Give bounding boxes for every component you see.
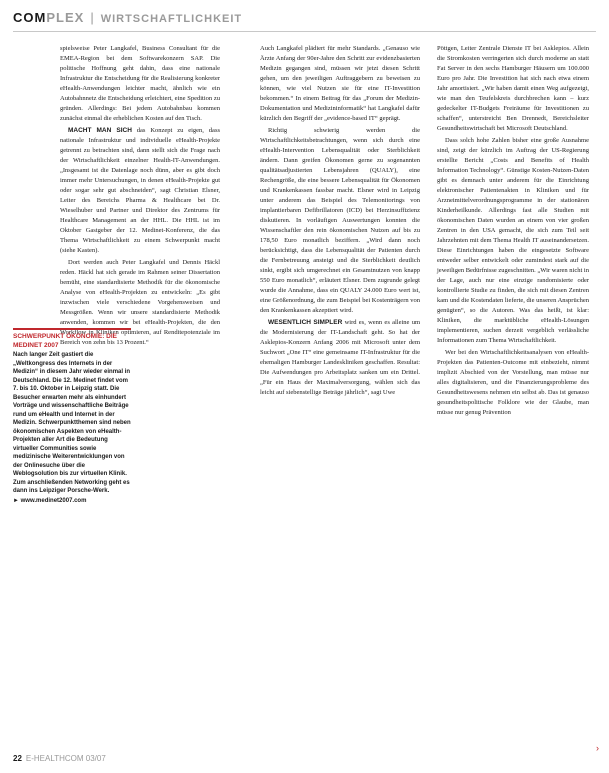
continue-arrow-icon: › <box>596 743 599 753</box>
paragraph: Pöttgen, Leiter Zentrale Dienste IT bei Asklepios. Allein die Stromkosten verringerten sich durch moderne an statt Fat Server in den sechs Hamburger Häusern um 100.000 Euro pro Jahr. Die Investition hat sich nach etwa einem Jahr amortisiert. „Wir haben damit einen Weg aufgezeigt, wie man den Teufelskreis durchbrechen kann – kurz gedeckelter IT-Budgets Freiräume für Investitionen zu schaffen“, unterstreicht Ben Drennedt, Bereichsleiter Gesundheitswirtschaft bei Microsoft Deutschland. <box>437 45 589 132</box>
page-number: 22 <box>13 754 22 763</box>
article-column-1 <box>60 44 220 350</box>
section-name-grey: PLEX <box>46 10 85 25</box>
article-column-3 <box>437 44 589 420</box>
sidebar-title: SCHWERPUNKT ÖKONOMIE: DIE MEDINET 2007 <box>13 333 117 349</box>
section-subtitle: WIRTSCHAFTLICHKEIT <box>100 13 243 25</box>
paragraph: Richtig schwierig werden die Wirtschaftlichkeitsbetrachtungen, wenn sich durch eine eHealth-Intervention Lebensqualität oder Sterblichkeit ändern. Dann greifen Ökonomen gerne zu sogenannten qualitätsadjustierten Lebensjahren (QUALY), eine Rechengröße, die eine bessere Lebensqualität für Ökonomen und Krankenkassen fassbar macht. Elsner wird in Leipzig unter anderem das Beispiel des Telemonitorings von implantierbaren Defibrillatoren (ICD) bei Herzinsuffizienz diskutieren. In vorläufigen Auswertungen konnten die Wissenschaftler den rein ökonomischen Nutzen auf bis zu 178,50 Euro monatlich beziffern. „Wird dann noch berücksichtigt, dass die Lebensqualität der Patienten durch die Fernbetreuung ansteigt und die Sterblichkeit deutlich sinkt, ergibt sich umgerechnet ein Gesamtnutzen von knapp 550 Euro monatlich“, erläutert Elsner. Dem zugrunde gelegt wurde die Annahme, dass ein QUALY 24.000 Euro wert ist, eine Größenordnung, die zum Beispiel bei Kostenträgern von den Krankenkassen akzeptiert wird. <box>260 127 420 314</box>
paragraph <box>260 318 420 398</box>
paragraph: Dort werden auch Peter Langkafel und Dennis Häckl reden. Häckl hat sich gerade im Rahmen seiner Dissertation bemüht, eine standardisierte Methodik für die ökonomische Analyse von eHealth-Projekten zu entwickeln: „Es gibt inzwischen viele verschiedene Vorgehensweisen und Messgrößen. Wenn wir unsere standardisierte Methodik anwenden, kommen wir bei eHealth-Projekten, die den Workflow in Kliniken optimieren, auf Renditepotenziale im Bereich von zehn bis 13 Prozent.“ <box>60 259 220 346</box>
magazine-name: E-HEALTHCOM 03/07 <box>25 754 106 763</box>
paragraph: spielsweise Peter Langkafel, Business Consultant für die EMEA-Region bei dem Softwarekonzern SAP. Die politische Hoffnung geht dahin, dass eine nationale Infrastruktur die Entscheidung für die Realisierung konkreter eHealth-Anwendungen leichter macht, ähnlich wie ein Autobahnnetz die Entscheidung erleichtert, eine Spedition zu gründen. Allerdings: Bei jedem Autobahnbau kommen zunächst einmal die erheblichen Kosten auf den Tisch. <box>60 45 220 122</box>
header-separator: | <box>90 10 95 25</box>
paragraph: Dass solch hohe Zahlen bisher eine große Ausnahme sind, zeigt der kürzlich im Auftrag der US-Regierung erstellte Bericht „Costs and Benefits of Health Information Technology“. Günstige Kosten-Nutzen-Daten gibt es demnach unter anderem für die Einrichtung elektronischer Patientenakten in Kliniken und für Arzneimittelverordnungsprogramme in der stationären Kinderheilkunde. Allerdings fast alle Studien mit ökonomischen Daten wurden an einem von vier großen Zentren in den USA gemacht, die sich zum Teil seit Jahrzehnten mit dem Thema Health IT auseinandersetzen. Diese Einrichtungen haben die eingesetzte Software entweder selber entwickelt oder zumindest stark auf die jeweiligen Bedürfnisse zugeschnitten. „Wir waren nicht in der Lage, auch nur eine einzige randomisierte oder kontrollierte Studie zu finden, die sich mit diesen Zentren kam und die Kostendaten lieferte, die unseren Ansprüchen genügten“, so die Autoren. Was das heißt, ist klar: Kliniken, die marktübliche eHealth-Lösungen implementieren, suchen derzeit vergeblich verlässliche Informationen zum Thema Wirtschaftlichkeit. <box>437 137 589 344</box>
paragraph <box>60 126 220 256</box>
section-name-bold: COM <box>13 10 47 25</box>
sidebar-link[interactable]: ► www.medinet2007.com <box>13 497 87 504</box>
page-footer <box>13 754 106 763</box>
paragraph-lead-in: WESENTLICH SIMPLER <box>268 319 343 326</box>
paragraph-text: das Konzept zu eigen, dass nationale Infrastruktur und individuelle eHealth-Projekte getrennt zu betrachten sind, dann stellt sich die Frage nach der Wirtschaftlichkeit einzelner Health-IT-Anwendungen. „Insgesamt ist die Datenlage noch dünn, aber es gibt doch immer mehr Untersuchungen, in denen eHealth-Projekte gut oder sogar sehr gut abschneiden“, sagt Christian Elsner, Leiter des Bereichs Pharma & Healthcare bei Dr. Wieselhuber und Partner und Direktor des Zentrums für Healthcare Management an der HHL. Die HHL ist im Oktober Gastgeber der 12. Medinet-Konferenz, die das Thema Wirtschaftlichkeit zu einem Schwerpunkt macht (siehe Kasten). <box>60 127 221 254</box>
sidebar-text: Nach langer Zeit gastiert die „Weltkongress des Internets in der Medizin“ in diesem Jahr wieder einmal in Deutschland. Die 12. Medinet findet vom 7. bis 10. Oktober in Leipzig statt. Die Besucher erwarten mehr als einhundert Vorträge und wissenschaftliche Beiträge rund um eHealth und Internet in der Medizin. Schwerpunktthemen sind neben ökonomischen Aspekten von eHealth-Projekten aller Art die Bedeutung virtueller Communities sowie medizinische Weiterentwicklungen von der Onlinesuche über die Weblogsolution bis zur virtuellen Klinik. Zum anschließenden Networking geht es dann ins Leipziger Porsche-Werk. <box>13 352 131 494</box>
paragraph: Wer bei den Wirtschaftlichkeitsanalysen von eHealth-Projekten das Patienten-Outcome mit einbezieht, nimmt implizit Abschied von der Vorstellung, man müsse nur alles digitalisieren, und die Finanzierungsprobleme des Gesundheitswesens nehmen ein selbst ab. Das ist genauso gesundheitspolitische Folklore wie der Glaube, man müsse nur genug Prävention <box>437 349 589 416</box>
paragraph: Auch Langkafel plädiert für mehr Standards. „Genauso wie Ärzte Anfang der 90er-Jahre den Schritt zur evidenzbasierten Medizin gegangen sind, müssen wir jetzt diesen Schritt gehen, um den jeweiligen Auftraggebern zu beweisen zu können, wie viel Nutzen sie für eine IT-Investition bekommen.“ In einem Beitrag für das „Forum der Medizin-Dokumentation und Medizininformatik“ hat Langkafel dafür kürzlich den Begriff der „evidence-based IT“ geprägt. <box>260 45 420 122</box>
section-header <box>13 10 242 25</box>
paragraph-text: wird es, wenn es alleine um die Modernisierung der IT-Landschaft geht. So hat der Asklepios-Konzern Anfang 2006 mit Microsoft unter dem Suchwort „One IT“ eine gemeinsame IT-Infrastruktur für die ehemaligen Hamburger Landeskliniken geschaffen. Resultat: Die Aufwendungen pro Arbeitsplatz sanken um ein Drittel. „Für ein Haus der Maximalversorgung, wählen sich das leicht auf siebenstellige Beträge jährlich“, sagt Uwe <box>260 319 421 396</box>
paragraph-lead-in: MACHT MAN SICH <box>68 127 132 134</box>
article-column-2 <box>260 44 420 400</box>
sidebar-box <box>13 328 131 505</box>
header-rule <box>13 31 596 32</box>
